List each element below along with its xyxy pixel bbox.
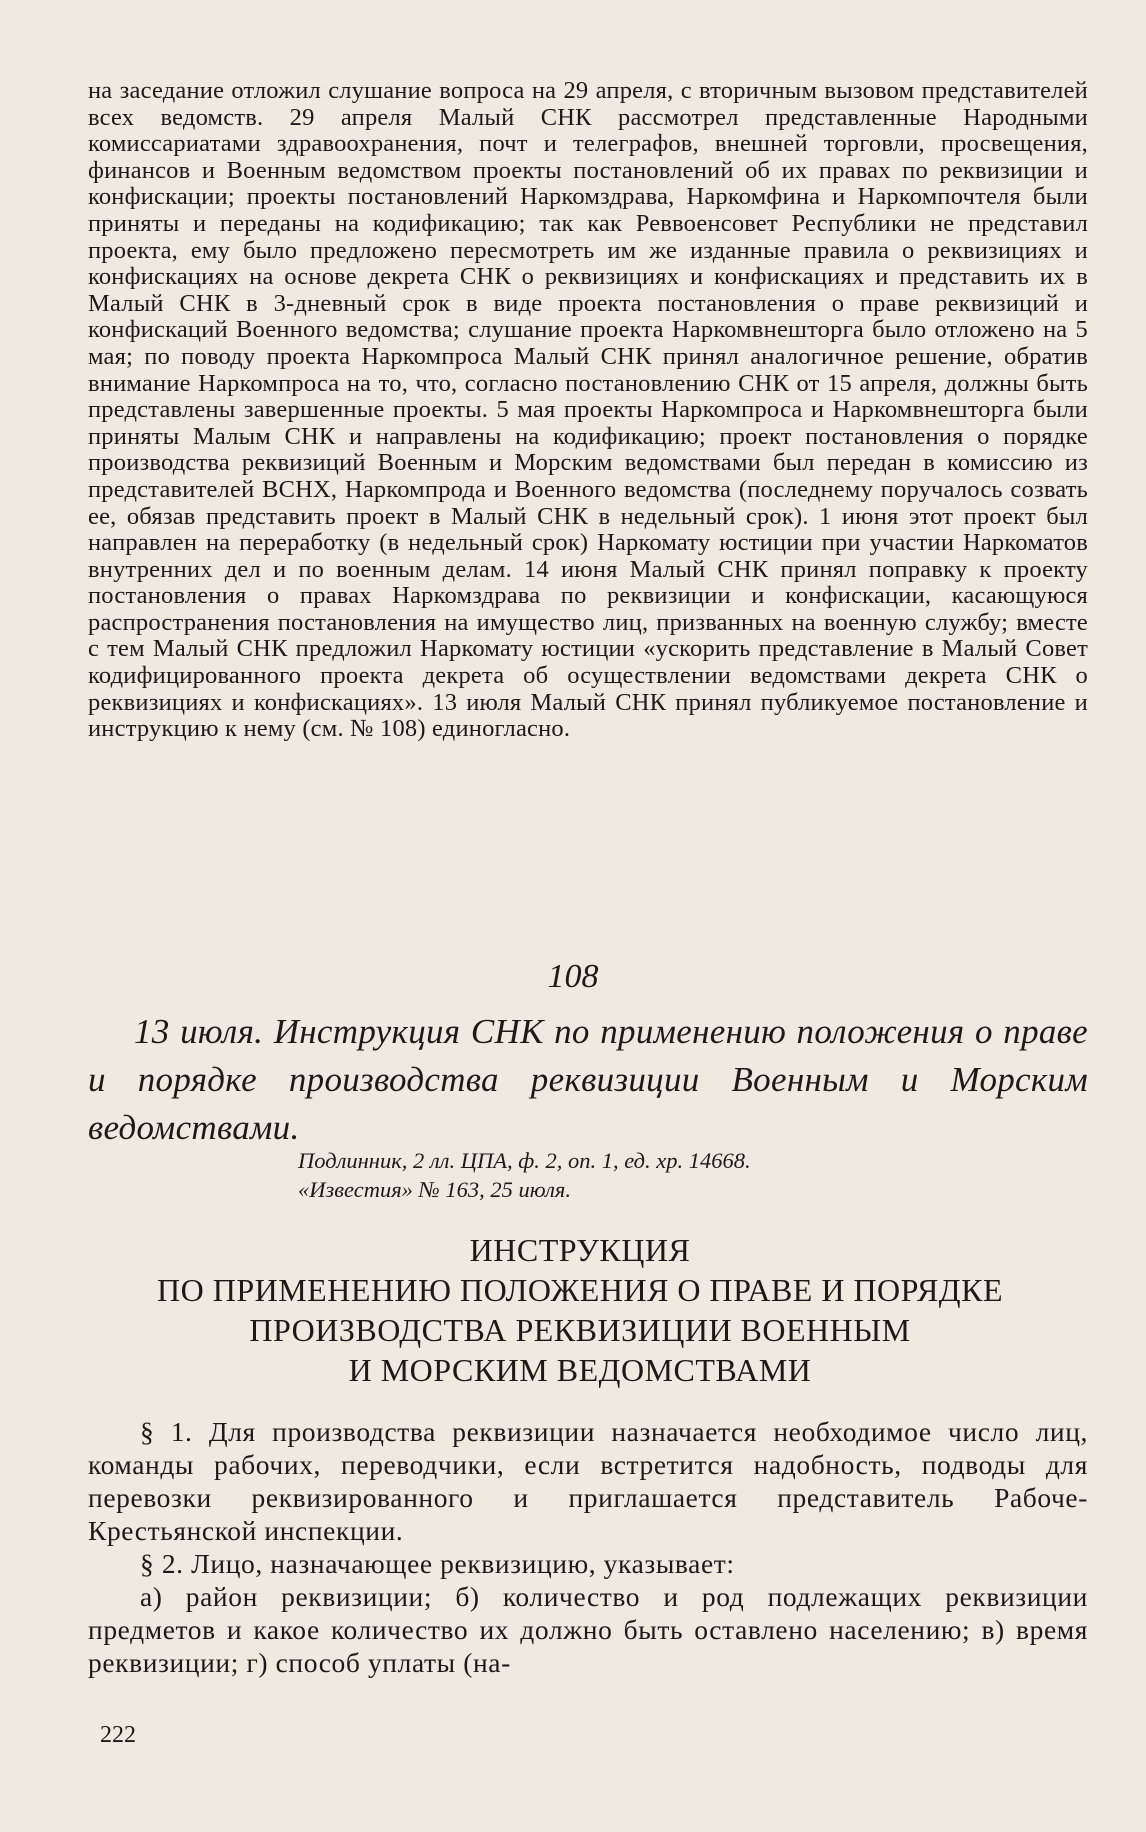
title-line-1: ИНСТРУКЦИЯ bbox=[469, 1232, 691, 1268]
source-reference bbox=[298, 1146, 1078, 1204]
title-line-2: ПО ПРИМЕНЕНИЮ ПОЛОЖЕНИЯ О ПРАВЕ И ПОРЯДКЕ bbox=[156, 1272, 1003, 1308]
paragraph-2: § 2. Лицо, назначающее реквизицию, указывает: bbox=[140, 1548, 735, 1579]
page-number: 222 bbox=[100, 1722, 136, 1748]
title-line-3: ПРОИЗВОДСТВА РЕКВИЗИЦИИ ВОЕННЫМ bbox=[249, 1312, 911, 1348]
source-line-archive: Подлинник, 2 лл. ЦПА, ф. 2, оп. 1, ед. хр. 14668. bbox=[298, 1148, 751, 1173]
source-line-publication: «Известия» № 163, 25 июля. bbox=[298, 1177, 571, 1202]
document-heading: 13 июля. Инструкция СНК по применению положения о праве и порядке производства реквизиции Военным и Морским ведомствами. bbox=[88, 1012, 1088, 1147]
paragraph-3: а) район реквизиции; б) количество и род подлежащих реквизиции предметов и какое количество их должно быть оставлено населению; в) время реквизиции; г) способ уплаты (на- bbox=[88, 1581, 1088, 1678]
instruction-title bbox=[60, 1230, 1100, 1390]
document-number: 108 bbox=[547, 958, 599, 995]
paragraph-1: § 1. Для производства реквизиции назначается необходимое число лиц, команды рабочих, переводчики, если встретится надобность, подводы для перевозки реквизированного и приглашается представитель Рабоче-Крестьянской инспекции. bbox=[88, 1416, 1088, 1546]
title-line-4: И МОРСКИМ ВЕДОМСТВАМИ bbox=[348, 1352, 812, 1388]
instruction-body bbox=[88, 1415, 1088, 1679]
editorial-note: на заседание отложил слушание вопроса на 29 апреля, с вторичным вызовом представителей всех ведомств. 29 апреля Малый СНК рассмотрел представленные Народными комиссариатами здравоохранения, почт и телеграфов, внешней торговли, просвещения, финансов и Военным ведомством проекты постановлений об их правах по реквизиции и конфискации; проекты постановлений Наркомздрава, Наркомфина и Наркомпочтеля были приняты и переданы на кодификацию; так как Реввоенсовет Республики не представил проекта, ему было предложено пересмотреть им же изданные правила о реквизициях и конфискациях на основе декрета СНК о реквизициях и конфискациях и представить их в Малый СНК в 3-дневный срок в виде проекта постановления о праве реквизиций и конфискаций Военного ведомства; слушание проекта Наркомвнешторга было отложено на 5 мая; по поводу проекта Наркомпроса Малый СНК принял аналогичное решение, обратив внимание Наркомпроса на то, что, согласно постановлению СНК от 15 апреля, должны быть представлены завершенные проекты. 5 мая проекты Наркомпроса и Наркомвнешторга были приняты Малым СНК и направлены на кодификацию; проект постановления о порядке производства реквизиций Военным и Морским ведомствами был передан в комиссию из представителей ВСНХ, Наркомпрода и Военного ведомства (последнему поручалось созвать ее, обязав представить проект в Малый СНК в недельный срок). 1 июня этот проект был направлен на переработку (в недельный срок) Наркомату юстиции при участии Наркоматов внутренних дел и по военным делам. 14 июня Малый СНК принял поправку к проекту постановления о правах Наркомздрава по реквизиции и конфискации, касающуюся распространения постановления на имущество лиц, призванных на военную службу; вместе с тем Малый СНК предложил Наркомату юстиции «ускорить представление в Малый Совет кодифицированного проекта декрета об осуществлении ведомствами декрета СНК о реквизициях и конфискациях». 13 июля Малый СНК принял публикуемое постановление и инструкцию к нему (см. № 108) единогласно. bbox=[88, 77, 1088, 743]
